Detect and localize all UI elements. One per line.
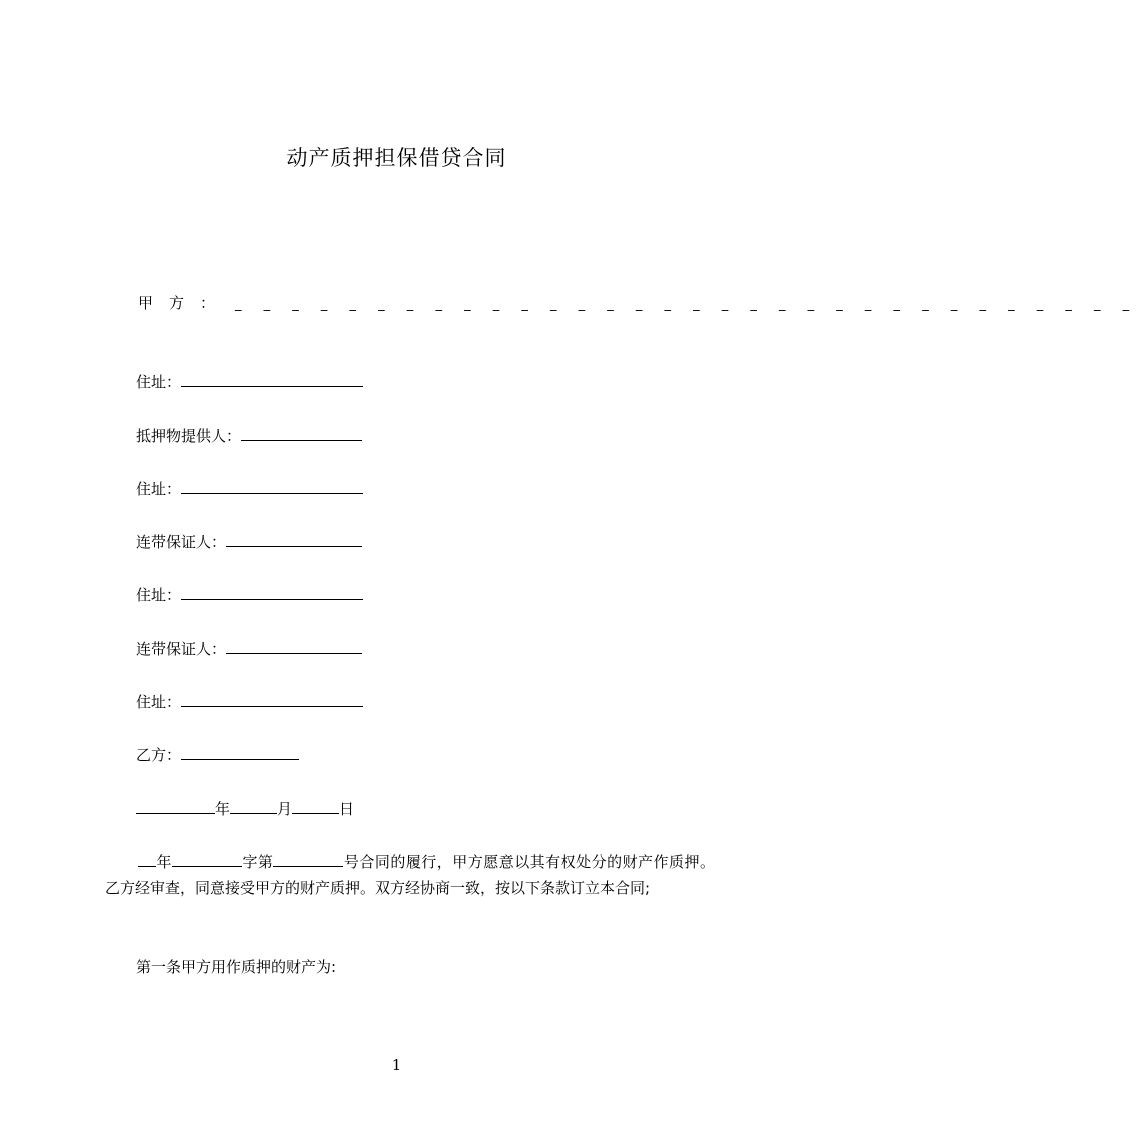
field-label: 住址： (136, 480, 182, 498)
field-address-1 (136, 371, 363, 392)
field-label: 住址： (136, 693, 182, 711)
month-blank[interactable] (230, 798, 277, 814)
contract-number-blank[interactable] (273, 851, 343, 867)
intro-year: 年 (156, 853, 172, 871)
contract-prefix-blank[interactable] (172, 851, 242, 867)
field-address-4 (136, 691, 363, 712)
fill-in-blank[interactable] (181, 584, 363, 600)
field-label: 住址： (136, 373, 182, 391)
field-address-2 (136, 478, 363, 499)
fill-in-blank[interactable] (181, 691, 363, 707)
field-joint-guarantor-2 (136, 638, 362, 659)
fill-in-blank[interactable] (181, 371, 363, 387)
field-label: 连带保证人： (136, 640, 227, 658)
field-collateral-provider (136, 425, 362, 446)
party-a-label: 甲方： (138, 294, 232, 312)
intro-paragraph (105, 849, 715, 901)
article-1: 第一条甲方用作质押的财产为: (136, 958, 337, 976)
fill-in-blank[interactable] (181, 744, 299, 760)
day-blank[interactable] (292, 798, 339, 814)
party-a-blank[interactable]: _ _ _ _ _ _ _ _ _ _ _ _ _ _ _ _ _ _ _ _ _ _ _ _ _ _ _ _ _ _ _ _ (235, 297, 1138, 312)
page-number: 1 (391, 1056, 402, 1074)
year-blank[interactable] (136, 798, 215, 814)
field-label: 连带保证人： (136, 533, 227, 551)
field-joint-guarantor-1 (136, 531, 362, 552)
month-label: 月 (277, 800, 293, 818)
year-blank[interactable] (138, 851, 156, 867)
field-label: 住址： (136, 586, 182, 604)
fill-in-blank[interactable] (181, 478, 363, 494)
intro-text: 号合同的履行，甲方愿意以其有权处分的财产作质押。乙方经审查，同意接受甲方的财产质押。双方经协商一致，按以下条款订立本合同; (105, 853, 715, 897)
date-line (136, 798, 354, 819)
field-address-3 (136, 584, 363, 605)
fill-in-blank[interactable] (226, 638, 362, 654)
field-party-b (136, 744, 299, 765)
document-title: 动产质押担保借贷合同 (286, 146, 507, 170)
fill-in-blank[interactable] (226, 531, 362, 547)
party-a-line (138, 292, 1138, 313)
field-label: 乙方： (136, 746, 182, 764)
day-label: 日 (339, 800, 355, 818)
year-label: 年 (215, 800, 231, 818)
intro-zi-di: 字第 (241, 853, 274, 871)
fill-in-blank[interactable] (241, 425, 362, 441)
field-label: 抵押物提供人： (136, 427, 242, 445)
